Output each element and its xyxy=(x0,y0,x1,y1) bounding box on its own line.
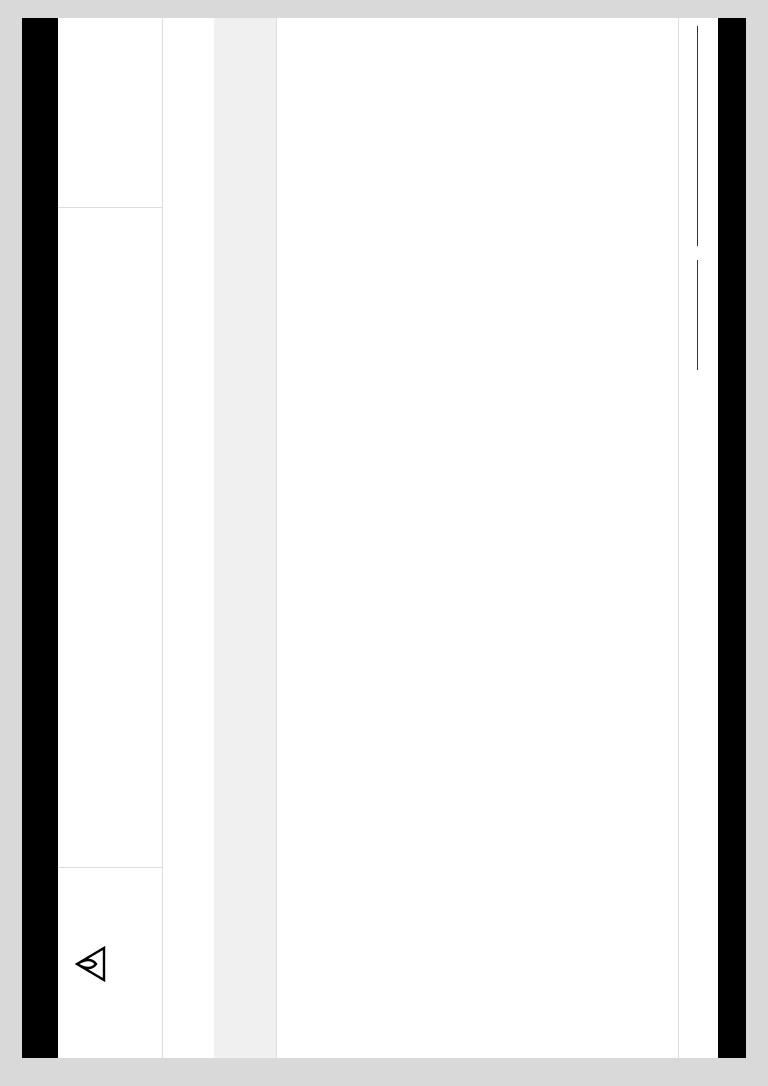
table-header-top xyxy=(214,18,244,1058)
header-box xyxy=(58,18,163,1058)
abcz-logo xyxy=(70,894,150,1014)
signature-line-criador xyxy=(697,260,698,370)
table-header xyxy=(244,18,277,1058)
form-sheet xyxy=(22,18,746,1058)
association-block xyxy=(80,298,82,718)
signature-line-tecnico xyxy=(697,26,698,246)
footer-area xyxy=(678,18,719,1058)
fields-area xyxy=(162,18,215,1058)
abcz-logo-icon xyxy=(74,944,108,984)
rotated-form xyxy=(22,18,746,1058)
bottom-bar xyxy=(718,18,746,1058)
title-bar xyxy=(22,18,58,1058)
